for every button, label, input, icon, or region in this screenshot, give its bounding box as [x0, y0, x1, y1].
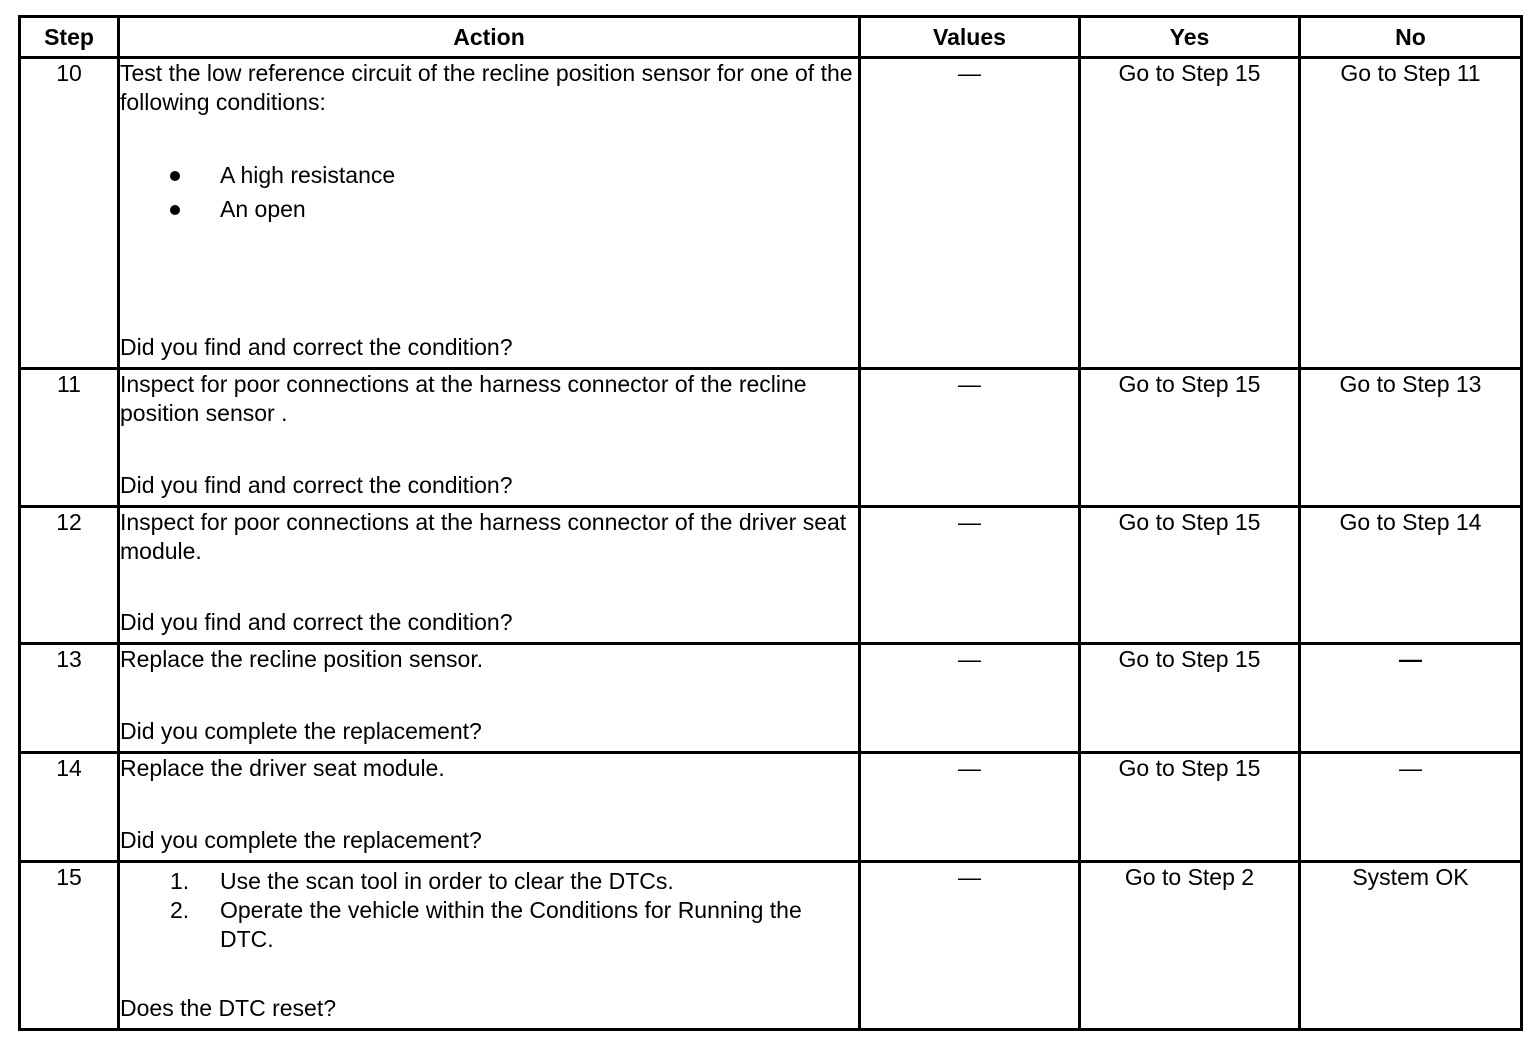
diagnostic-table [18, 15, 1523, 1031]
yes-cell: Go to Step 15 [1080, 58, 1300, 369]
table-row [20, 369, 1522, 507]
values-cell: — [860, 507, 1080, 644]
action-cell [119, 862, 860, 1030]
header-step: Step [20, 17, 119, 58]
action-question: Did you find and correct the condition? [120, 609, 513, 635]
values-cell: — [860, 58, 1080, 369]
action-question: Does the DTC reset? [120, 995, 337, 1021]
list-item [120, 161, 858, 195]
table-row [20, 753, 1522, 862]
values-cell: — [860, 369, 1080, 507]
yes-cell: Go to Step 15 [1080, 753, 1300, 862]
header-values: Values [860, 17, 1080, 58]
no-cell: — [1300, 644, 1522, 753]
action-cell [119, 58, 860, 369]
action-text: Inspect for poor connections at the harness connector of the driver seat module. [120, 509, 847, 564]
list-item [120, 195, 858, 229]
table-row [20, 644, 1522, 753]
no-cell: — [1300, 753, 1522, 862]
values-cell: — [860, 862, 1080, 1030]
action-question: Did you complete the replacement? [120, 827, 482, 853]
list-item-text: Operate the vehicle within the Conditions for Running the DTC. [220, 897, 802, 952]
action-text: Replace the driver seat module. [120, 755, 445, 781]
action-question: Did you complete the replacement? [120, 718, 482, 744]
list-item [120, 867, 858, 896]
action-question: Did you find and correct the condition? [120, 334, 513, 360]
no-cell: Go to Step 13 [1300, 369, 1522, 507]
action-cell [119, 644, 860, 753]
list-item [120, 896, 858, 954]
no-cell: Go to Step 11 [1300, 58, 1522, 369]
list-number: 2. [170, 897, 190, 923]
action-cell [119, 507, 860, 644]
step-number: 15 [20, 862, 119, 1030]
action-cell [119, 753, 860, 862]
list-item-text: An open [220, 196, 306, 222]
table-row [20, 862, 1522, 1030]
header-action: Action [119, 17, 860, 58]
yes-cell: Go to Step 15 [1080, 644, 1300, 753]
action-text: Inspect for poor connections at the harness connector of the recline position sensor . [120, 371, 807, 426]
no-cell: System OK [1300, 862, 1522, 1030]
action-question: Did you find and correct the condition? [120, 472, 513, 498]
step-number: 13 [20, 644, 119, 753]
step-number: 11 [20, 369, 119, 507]
action-cell [119, 369, 860, 507]
yes-cell: Go to Step 2 [1080, 862, 1300, 1030]
action-text: Test the low reference circuit of the recline position sensor for one of the following conditions: [120, 60, 853, 115]
bullet-icon [170, 205, 180, 215]
list-item-text: Use the scan tool in order to clear the DTCs. [220, 868, 674, 894]
bullet-icon [170, 171, 180, 181]
list-number: 1. [170, 868, 190, 894]
header-no: No [1300, 17, 1522, 58]
no-cell: Go to Step 14 [1300, 507, 1522, 644]
step-number: 12 [20, 507, 119, 644]
condition-list [120, 161, 858, 229]
values-cell: — [860, 644, 1080, 753]
table-row [20, 58, 1522, 369]
table-row [20, 507, 1522, 644]
yes-cell: Go to Step 15 [1080, 369, 1300, 507]
values-cell: — [860, 753, 1080, 862]
step-number: 10 [20, 58, 119, 369]
action-text: Replace the recline position sensor. [120, 646, 484, 672]
list-item-text: A high resistance [220, 162, 396, 188]
header-yes: Yes [1080, 17, 1300, 58]
header-row [20, 17, 1522, 58]
step-number: 14 [20, 753, 119, 862]
yes-cell: Go to Step 15 [1080, 507, 1300, 644]
procedure-list [120, 867, 858, 954]
